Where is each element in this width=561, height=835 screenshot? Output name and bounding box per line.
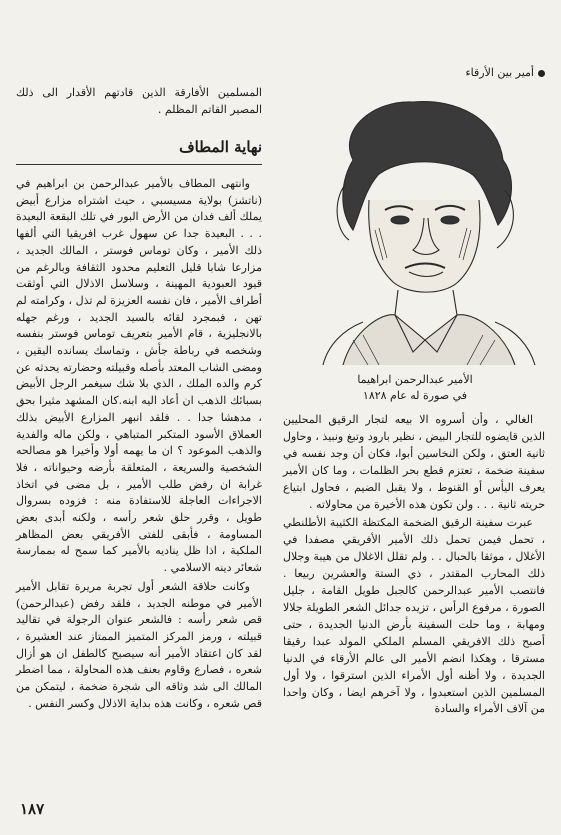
- right-column: [283, 412, 545, 720]
- intro-paragraph: المسلمين الأفارقة الذين قادتهم الأقدار الى ذلك المصير القاتم المظلم .: [16, 86, 262, 116]
- caption-line: في صورة له عام ١٨٢٨: [362, 389, 468, 402]
- paragraph: وكانت حلاقة الشعر أول تجربة مريرة تقابل الأمير الأمير في موطنه الجديد ، فلقد رفض (عبدالرحمن) قص شعر رأسه : فالشعر عنوان الرجولة في تقاليد قبيلته ، ورمز المركز المتميز الممتاز عند العشيرة ، لقد كان اعتقاد الأمير أنه سيصبح كالطفل ان هو أزال شعره ، فصارع وقاوم بعنف هذه المحاولة ، مما اضطر المالك الى شد وثاقه الى شجرة ضخمة ، ليتمكن من قص شعره ، وكانت هذه بداية الاذلال وكسر النفس .: [16, 579, 262, 710]
- running-header: [345, 66, 545, 79]
- portrait-illustration: [283, 90, 551, 365]
- bullet-icon: [538, 70, 545, 77]
- paragraph: عبرت سفينة الرقيق الضخمة المكتظة الكثيبة الأطلنطي ، تحمل فيمن تحمل ذلك الأمير الأفريقي مصفدا في الأغلال ، موثقا بالحبال . . ولم تقلل الاغلال من هيبة وجلال ذلك المحارب المقتدر ، ذي الستة والعشرين ربيعا . فانتصب الأمير عبدالرحمن كالجبل طويل القامة ، جليل الصورة ، مرفوع الرأس ، تزيده جدائل الشعر الطويلة جلالا ومهابة ، وما حلت السفينة بأرض الدنيا الجديدة ، حتى أصبح ذلك الافريقي المسلم الملكي المولد عبدا رقيقا مسترقا ، وهكذا انضم الأمير الى عالم الأرقاء في الدنيا الجديدة ، ولا أظنه أول الأمراء الذين استرقوا ، ولا أول المسلمين الذين استعبدوا ، ولا آخرهم ايضا ، وكان واحدا من آلاف الأمراء والسادة: [283, 516, 545, 716]
- paragraph: وانتهى المطاف بالأمير عبدالرحمن بن ابراهيم في (ناتشز) بولاية مسيسبي ، حيث اشتراه مزارع أبيض يملك ألف فدان من الأرض البور في تلك البقعة البعيدة . . . البعيدة جدا عن سهول غرب افريقيا التي ألفها ذلك الأمير ، وكان توماس فوستر ، المالك الجديد ، مزارعا شابا قليل التعليم محدود الثقافة وبالرغم من قيود العبودية المهينة ، وسلاسل الاذلال التي أوثقت أطراف الأمير ، فان نفسه العزيزة لم تذل ، وكرامته لم تهن ، فبمجرد لقائه بالسيد الجديد ، ورغم جهله بالانجليزية ، قام الأمير بتعريف توماس فوستر بنفسه وشخصه في رباطة جأش ، وتماسك يسانده اليقين ، ومضى الشاب المعتد بأصله وقبيلته وحضارته يحدثه عن كرم والده الملك ، الذي بلا شك سيغمر الرجل الأبيض بسبائك الذهب ان أعاد اليه ابنه.كان المشهد مثيرا بحق ، مدهشا جدا . . فلقد انبهر المزارع الأبيض بذلك العملاق الأسود المتكبر المتباهي ، ولكن ماله والفدية والذهب الموعود ؟ ان ما يهمه أولا وأخيرا هو مصالحه الشخصية والسريعة ، المتعلقة بأرضه وحيواناته ، فلا غرابة ان رفض طلب الأمير ، بل مضى في اتخاذ الاجراءات العاجلة للاستفادة منه : فزوده بسروال طويل ، وقرر حلق شعر رأسه ، ولكنه أبدى بعض المساومة ، فأبقى للفتى الأفريقي بعض المظاهر الملكية ، اذا ظل يناديه بالأمير كما سمح له بممارسة شعائر دينه الاسلامي .: [16, 177, 262, 575]
- page-number: ١٨٧: [20, 800, 45, 818]
- section-title: نهاية المطاف: [179, 138, 262, 156]
- portrait-sketch: [283, 90, 551, 365]
- left-column: [16, 176, 262, 715]
- section-divider: [16, 164, 262, 165]
- portrait-caption: [290, 372, 540, 404]
- caption-line: الأمير عبدالرحمن ابراهيما: [357, 373, 473, 386]
- paragraph: الغالي ، وأن أسروه الا بيعه لتجار الرقيق المحليين الذين قايضوه للتجار البيض ، نظير بارود وتبغ ونبيذ ، وحاول ثانية العتق ، ولكن النخاسين أبوا، فكان أن وجد نفسه في سفينة ضخمة ، تعتزم قطع بحر الظلمات ، وما كان الأمير يعرف اليأس أو القنوط ، ولا يقبل الضيم ، فحاول ابتياع حريته ثانية . . . ولن تكون هذه الأخيرة من محاولاته .: [283, 413, 545, 511]
- running-title: أمير بين الأرقاء: [465, 66, 534, 79]
